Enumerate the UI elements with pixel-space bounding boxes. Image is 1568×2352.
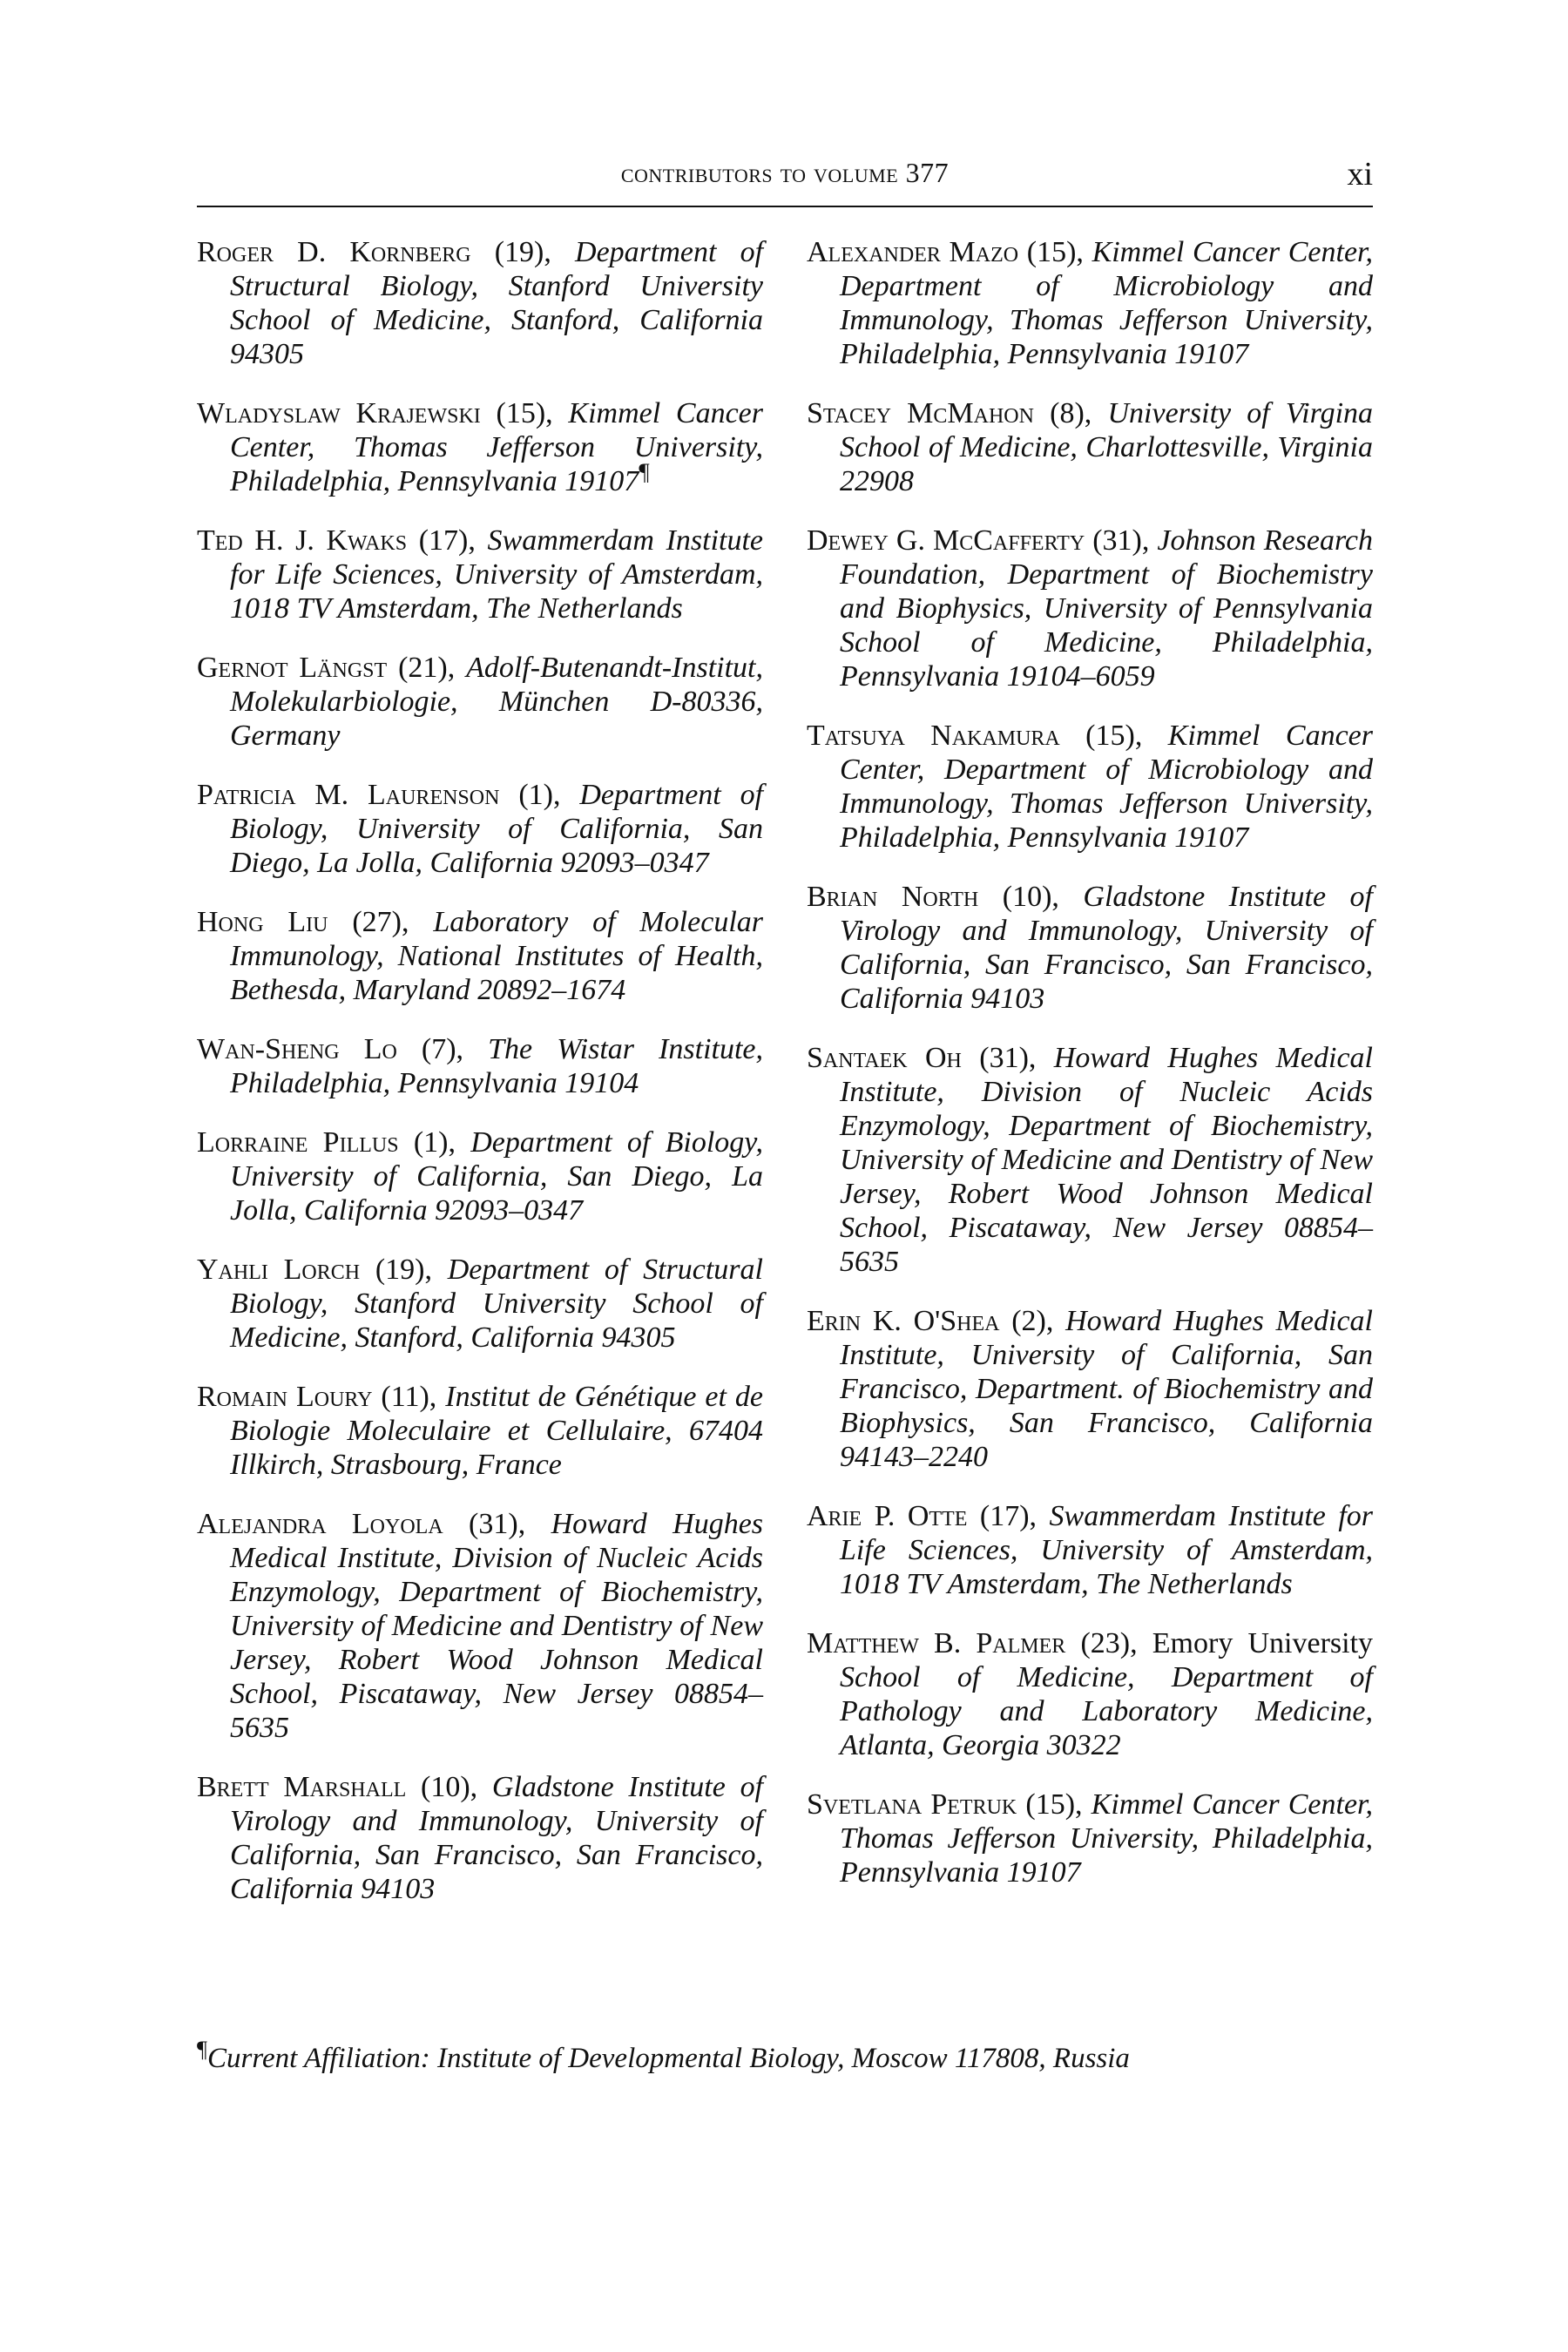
contributor-entry — [197, 1380, 763, 1482]
chapter-number: (15), — [496, 397, 553, 429]
volume-number: 377 — [905, 157, 950, 188]
footnote-mark: ¶ — [197, 2036, 207, 2062]
contributor-affiliation: Howard Hughes Medical Institute, Division of Nucleic Acids Enzymology, Department of Biochemistry, University of Medicine and Dentistry of New Jersey, Robert Wood Johnson Medical School, Piscataway, New Jersey 08854–5635 — [840, 1042, 1374, 1278]
contributor-entry — [807, 1499, 1373, 1601]
contributor-name: Patricia M. Laurenson — [197, 779, 500, 811]
page-header — [197, 155, 1373, 199]
contributor-entry — [197, 1253, 763, 1355]
page-number: xi — [1347, 156, 1373, 193]
contributor-name: Santaek Oh — [807, 1042, 962, 1074]
contributor-affiliation: School of Medicine, Department of Pathology and Laboratory Medicine, Atlanta, Georgia 30322 — [840, 1661, 1373, 1761]
running-head-text: contributors to volume — [620, 157, 899, 188]
chapter-number: (23), — [1080, 1627, 1138, 1659]
chapter-number: (1), — [413, 1126, 456, 1159]
contributor-name: Brett Marshall — [197, 1771, 407, 1803]
contributor-name: Tatsuya Nakamura — [807, 720, 1060, 752]
footnote — [197, 2036, 1373, 2075]
contributor-entry — [807, 880, 1373, 1016]
contributor-entry — [197, 524, 763, 625]
contributor-name: Lorraine Pillus — [197, 1126, 399, 1159]
chapter-number: (2), — [1011, 1305, 1054, 1337]
chapter-number: (21), — [398, 652, 456, 684]
chapter-number: (7), — [421, 1033, 464, 1065]
chapter-number: (15), — [1085, 720, 1143, 752]
chapter-number: (27), — [352, 906, 409, 938]
footnote-mark: ¶ — [639, 458, 650, 485]
contributor-name: Erin K. O'Shea — [807, 1305, 1000, 1337]
contributor-entry — [807, 719, 1373, 855]
contributor-affiliation: Swammerdam Institute for Life Sciences, University of Amsterdam, 1018 TV Amsterdam, The Netherlands — [840, 1500, 1374, 1600]
contributor-entry — [197, 1125, 763, 1227]
running-head — [197, 157, 1373, 189]
contributor-entry — [807, 524, 1373, 693]
contributor-affiliation: The Wistar Institute, Philadelphia, Pennsylvania 19104 — [230, 1033, 764, 1099]
contributor-affiliation: Department of Structural Biology, Stanford University School of Medicine, Stanford, California 94305 — [230, 236, 764, 370]
contributor-name: Romain Loury — [197, 1381, 373, 1413]
header-rule — [197, 206, 1373, 207]
contributor-entry — [197, 1507, 763, 1745]
contributor-affiliation: Swammerdam Institute for Life Sciences, University of Amsterdam, 1018 TV Amsterdam, The Netherlands — [230, 524, 764, 625]
contributor-entry — [197, 651, 763, 753]
contributor-name: Arie P. Otte — [807, 1500, 968, 1532]
left-column — [197, 235, 763, 1931]
contributor-affiliation: University of Virgina School of Medicine, Charlottesville, Virginia 22908 — [840, 397, 1374, 497]
contributor-name: Hong Liu — [197, 906, 328, 938]
contributor-affiliation: Institut de Génétique et de Biologie Moleculaire et Cellulaire, 67404 Illkirch, Strasbourg, France — [230, 1381, 763, 1481]
contributor-affiliation: Johnson Research Foundation, Department of Biochemistry and Biophysics, University of Pennsylvania School of Medicine, Philadelphia, Pennsylvania 19104–6059 — [840, 524, 1374, 693]
contributor-entry — [807, 235, 1373, 371]
contributor-affiliation: Kimmel Cancer Center, Thomas Jefferson University, Philadelphia, Pennsylvania 19107 — [230, 397, 763, 497]
chapter-number: (17), — [979, 1500, 1037, 1532]
contributor-affiliation: Kimmel Cancer Center, Department of Microbiology and Immunology, Thomas Jefferson University, Philadelphia, Pennsylvania 19107 — [840, 720, 1373, 854]
contributor-name: Stacey McMahon — [807, 397, 1034, 429]
contributor-entry — [197, 396, 763, 498]
contributor-entry — [197, 235, 763, 371]
chapter-number: (19), — [375, 1254, 432, 1286]
contributor-affiliation: Laboratory of Molecular Immunology, National Institutes of Health, Bethesda, Maryland 20892–1674 — [230, 906, 763, 1006]
chapter-number: (15), — [1025, 1788, 1083, 1821]
contributor-name: Wan-Sheng Lo — [197, 1033, 397, 1065]
contributor-name: Dewey G. McCafferty — [807, 524, 1085, 557]
contributor-name: Alejandra Loyola — [197, 1508, 443, 1540]
contributor-affiliation: Gladstone Institute of Virology and Immunology, University of California, San Francisco, San Francisco, California 94103 — [840, 881, 1373, 1015]
chapter-number: (17), — [418, 524, 476, 557]
contributor-affiliation-plain: Emory University — [1152, 1627, 1374, 1659]
contributor-name: Svetlana Petruk — [807, 1788, 1017, 1821]
contributor-entry — [807, 1304, 1373, 1474]
contributor-entry — [807, 1041, 1373, 1279]
footnote-text: Current Affiliation: Institute of Developmental Biology, Moscow 117808, Russia — [206, 2043, 1130, 2074]
contributor-affiliation: Department of Structural Biology, Stanford University School of Medicine, Stanford, California 94305 — [230, 1254, 763, 1354]
contributor-name: Matthew B. Palmer — [807, 1627, 1066, 1659]
right-column — [807, 235, 1373, 1915]
chapter-number: (15), — [1026, 236, 1084, 268]
contributor-name: Alexander Mazo — [807, 236, 1019, 268]
contributor-entry — [197, 905, 763, 1007]
contributor-affiliation: Department of Biology, University of California, San Diego, La Jolla, California 92093–0347 — [230, 1126, 763, 1227]
contributor-name: Roger D. Kornberg — [197, 236, 471, 268]
contributor-name: Brian North — [807, 881, 979, 913]
chapter-number: (31), — [469, 1508, 526, 1540]
contributor-entry — [807, 396, 1373, 498]
chapter-number: (1), — [518, 779, 561, 811]
contributor-entry — [197, 1770, 763, 1906]
contributor-entry — [807, 1788, 1373, 1889]
chapter-number: (31), — [1092, 524, 1150, 557]
contributor-entry — [197, 778, 763, 880]
chapter-number: (31), — [979, 1042, 1037, 1074]
contributor-entry — [197, 1032, 763, 1100]
chapter-number: (10), — [1002, 881, 1059, 913]
chapter-number: (8), — [1050, 397, 1092, 429]
chapter-number: (10), — [421, 1771, 478, 1803]
contributor-affiliation: Kimmel Cancer Center, Thomas Jefferson University, Philadelphia, Pennsylvania 19107 — [840, 1788, 1374, 1889]
chapter-number: (11), — [381, 1381, 437, 1413]
contributor-entry — [807, 1626, 1373, 1762]
contributor-affiliation: Kimmel Cancer Center, Department of Microbiology and Immunology, Thomas Jefferson University, Philadelphia, Pennsylvania 19107 — [840, 236, 1373, 370]
contributor-name: Yahli Lorch — [197, 1254, 361, 1286]
chapter-number: (19), — [494, 236, 551, 268]
contributor-affiliation: Gladstone Institute of Virology and Immunology, University of California, San Francisco, San Francisco, California 94103 — [230, 1771, 764, 1905]
contributor-name: Ted H. J. Kwaks — [197, 524, 408, 557]
contributor-affiliation: Howard Hughes Medical Institute, University of California, San Francisco, Department. of Biochemistry and Biophysics, San Francisco, California 94143–2240 — [840, 1305, 1373, 1473]
contributor-affiliation: Department of Biology, University of California, San Diego, La Jolla, California 92093–0347 — [230, 779, 764, 879]
contributor-affiliation: Adolf-Butenandt-Institut, Molekularbiologie, München D-80336, Germany — [230, 652, 764, 752]
contributor-name: Gernot Längst — [197, 652, 388, 684]
contributor-affiliation: Howard Hughes Medical Institute, Division of Nucleic Acids Enzymology, Department of Biochemistry, University of Medicine and Dentistry of New Jersey, Robert Wood Johnson Medical School, Piscataway, New Jersey 08854–5635 — [230, 1508, 764, 1744]
contributor-name: Wladyslaw Krajewski — [197, 397, 481, 429]
